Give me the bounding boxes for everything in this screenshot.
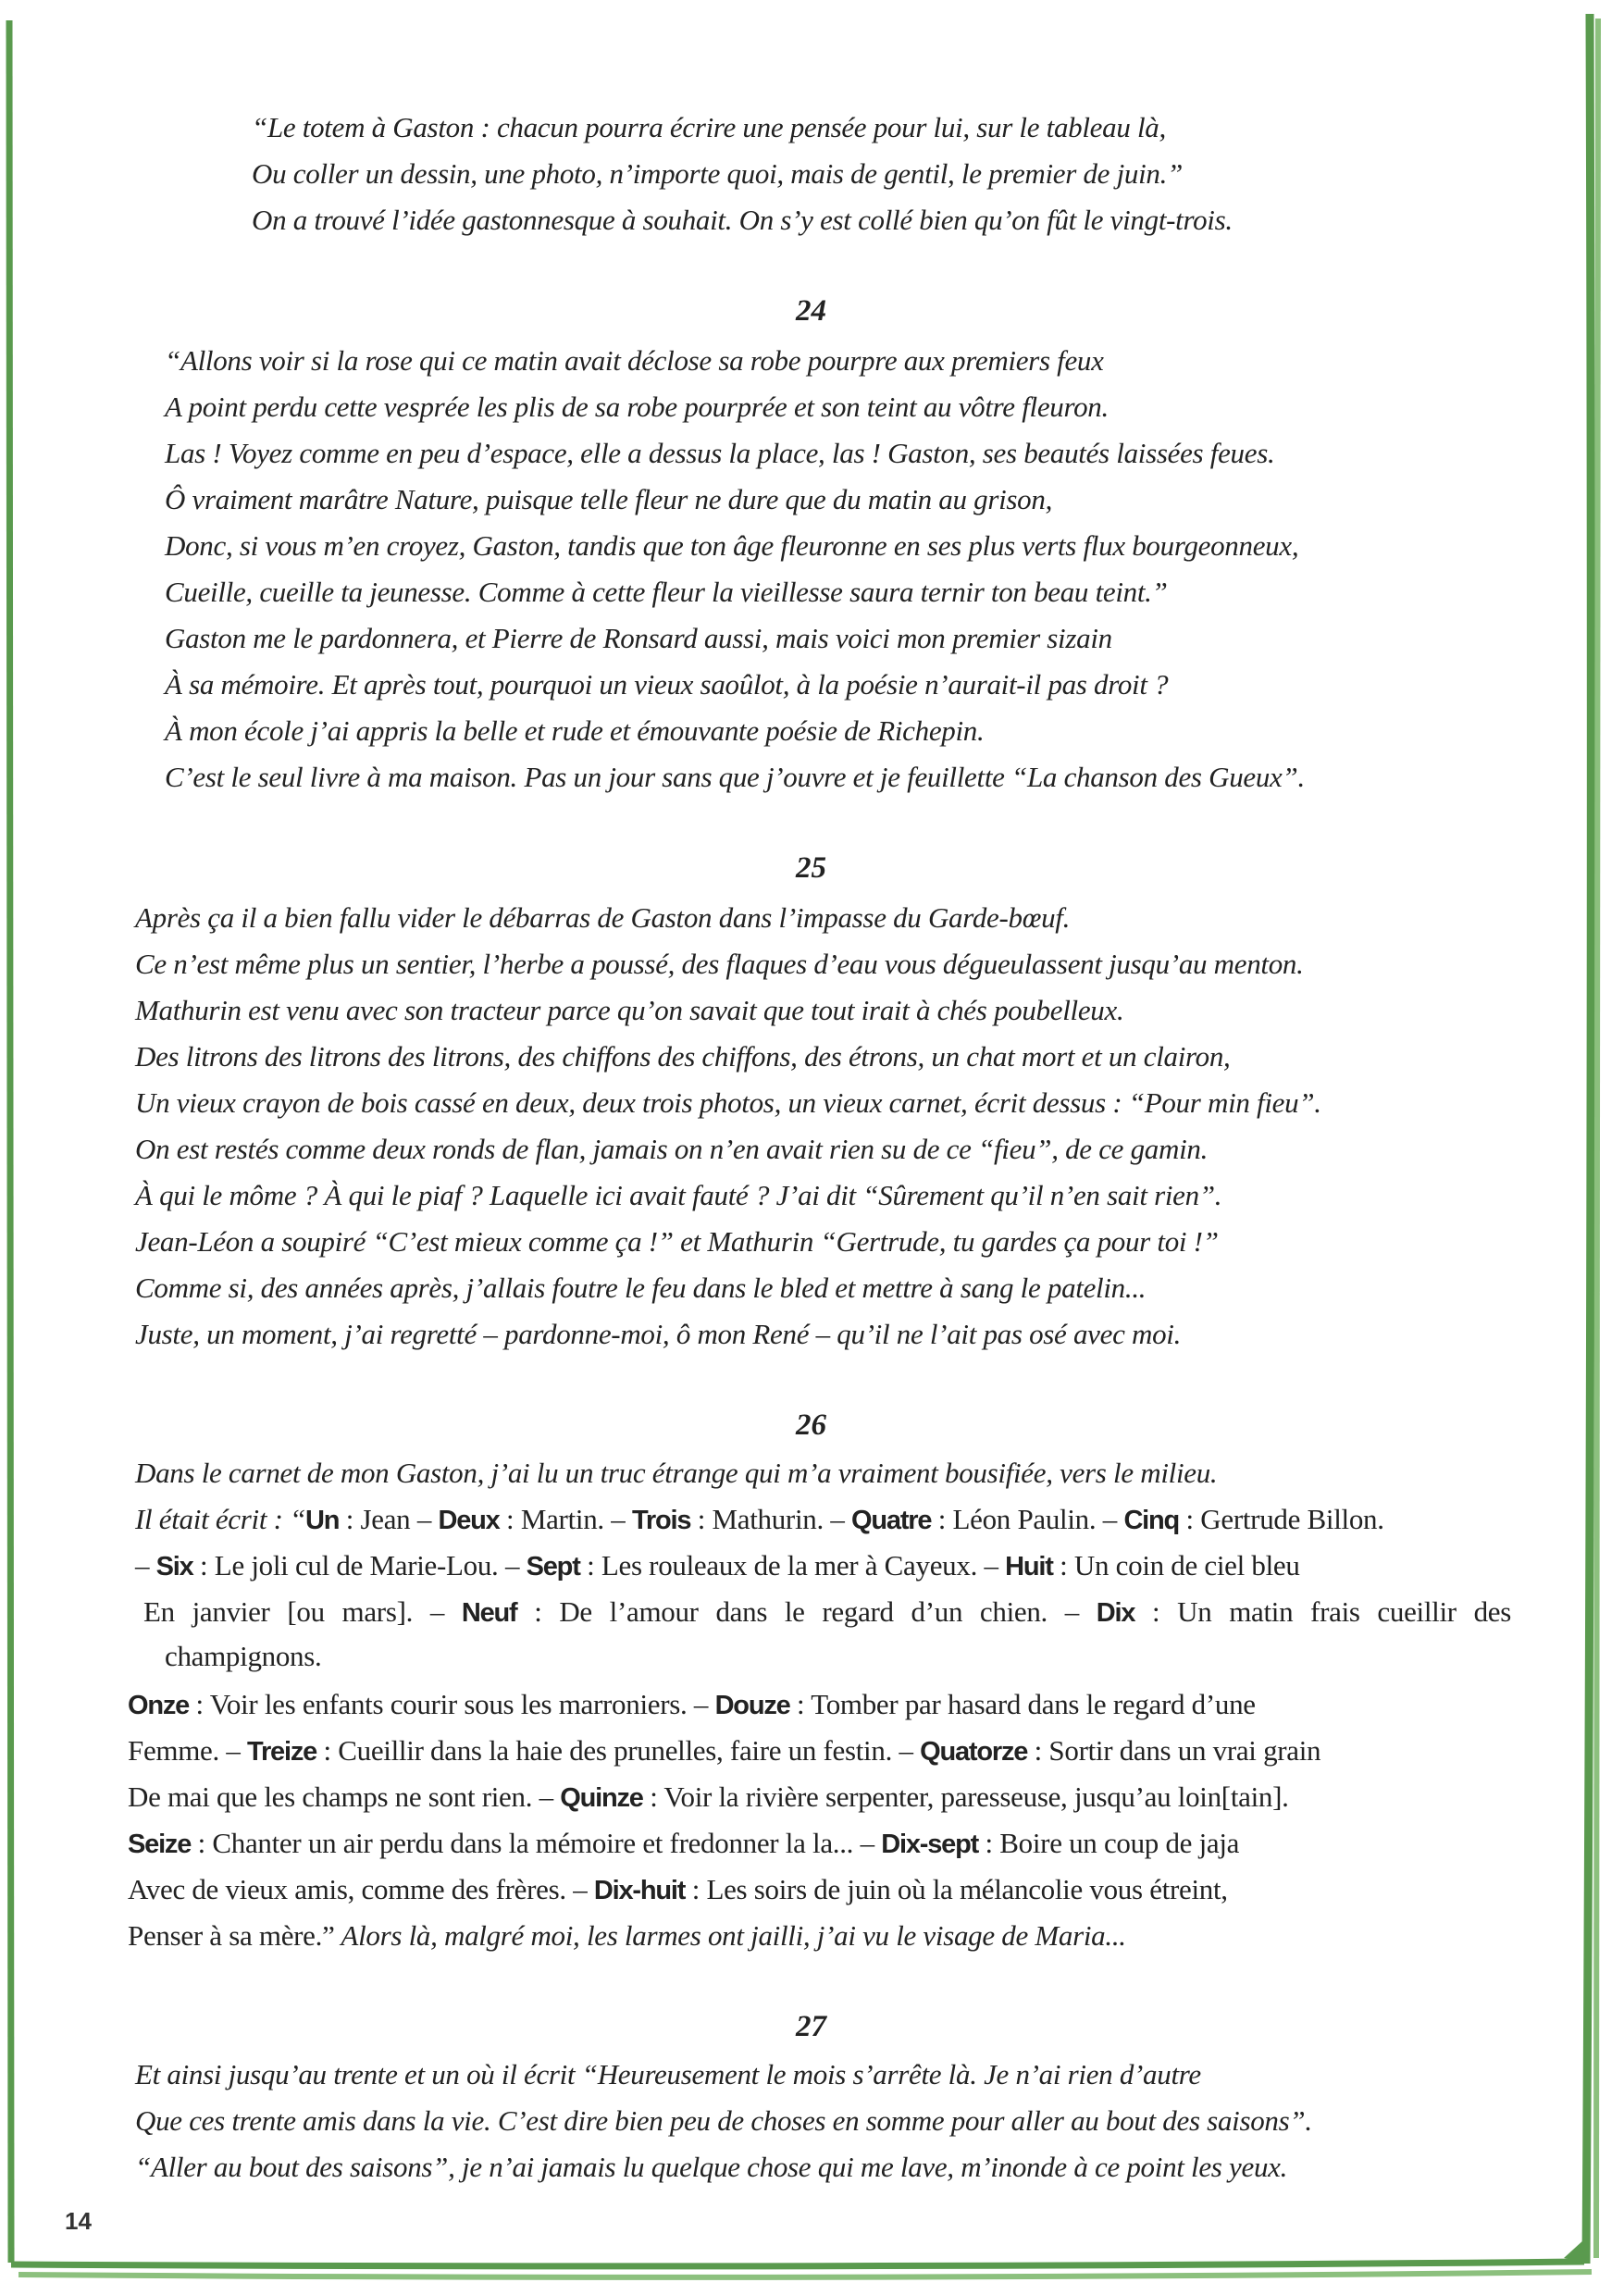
- text-line: Ou coller un dessin, une photo, n’importe quoi, mais de gentil, le premier de juin.”: [252, 157, 1184, 190]
- item-label: Onze: [128, 1691, 190, 1720]
- item-text: De mai que les champs ne sont rien. –: [128, 1780, 561, 1813]
- item-label: Un: [305, 1506, 340, 1535]
- text-line: Un vieux crayon de bois cassé en deux, deux trois photos, un vieux carnet, écrit dessus : “Pour min fieu”.: [135, 1086, 1321, 1119]
- text-line: Cueille, cueille ta jeunesse. Comme à cette fleur la vieillesse saura ternir ton beau teint.”: [165, 576, 1168, 608]
- text-line: À qui le môme ? À qui le piaf ? Laquelle ici avait fauté ? J’ai dit “Sûrement qu’il n’en sait rien”.: [135, 1179, 1222, 1211]
- text-line: “Aller au bout des saisons”, je n’ai jamais lu quelque chose qui me lave, m’inonde à ce point les yeux.: [135, 2151, 1288, 2183]
- item-text: : Voir la rivière serpenter, paresseuse, jusqu’au loin[tain].: [642, 1780, 1289, 1813]
- item-text: : Le joli cul de Marie-Lou. –: [192, 1549, 527, 1582]
- item-text: : Sortir dans un vrai grain: [1027, 1734, 1321, 1767]
- text-line: Donc, si vous m’en croyez, Gaston, tandis que ton âge fleuronne en ses plus verts flux bourgeonneux,: [165, 529, 1299, 562]
- item-label: Trois: [631, 1506, 691, 1535]
- text-line: Mathurin est venu avec son tracteur parce qu’on savait que tout irait à chés poubelleux.: [135, 994, 1124, 1026]
- item-text: : Cueillir dans la haie des prunelles, faire un festin. –: [316, 1734, 921, 1767]
- item-text: : Un coin de ciel bleu: [1052, 1549, 1300, 1582]
- item-text: Alors là, malgré moi, les larmes ont jailli, j’ai vu le visage de Maria...: [334, 1919, 1126, 1952]
- text-line: Comme si, des années après, j’allais foutre le feu dans le bled et mettre à sang le patelin...: [135, 1272, 1147, 1304]
- item-text: : Chanter un air perdu dans la mémoire et fredonner la la... –: [191, 1827, 882, 1859]
- item-text: Femme. –: [128, 1734, 248, 1767]
- list-line: [143, 1594, 1511, 1631]
- text-line: À mon école j’ai appris la belle et rude et émouvante poésie de Richepin.: [165, 714, 985, 747]
- lead-text: Il était écrit : “: [135, 1503, 306, 1535]
- text-line: “Allons voir si la rose qui ce matin avait déclose sa robe pourpre aux premiers feux: [165, 344, 1104, 377]
- text-line: Jean-Léon a soupiré “C’est mieux comme ça !” et Mathurin “Gertrude, tu gardes ça pour toi !”: [135, 1225, 1219, 1258]
- text-line: C’est le seul livre à ma maison. Pas un jour sans que j’ouvre et je feuillette “La chanson des Gueux”.: [165, 761, 1305, 793]
- section-number-24: 24: [796, 294, 826, 328]
- text-line: Ce n’est même plus un sentier, l’herbe a poussé, des flaques d’eau vous dégueulassent jusqu’au menton.: [135, 948, 1304, 980]
- item-label: Quinze: [560, 1783, 643, 1813]
- dash: –: [135, 1549, 156, 1582]
- section-number-26: 26: [796, 1408, 826, 1442]
- text-line: Ô vraiment marâtre Nature, puisque telle fleur ne dure que du matin au grison,: [165, 483, 1053, 515]
- item-text: En janvier [ou mars]. –: [143, 1595, 462, 1628]
- list-line: [128, 1917, 1126, 1954]
- item-text: : Boire un coup de jaja: [978, 1827, 1240, 1859]
- list-line: [128, 1732, 1320, 1770]
- item-text: : Mathurin. –: [690, 1503, 852, 1535]
- item-text: : Léon Paulin. –: [931, 1503, 1124, 1535]
- item-label: Dix-sept: [881, 1830, 979, 1859]
- list-line: [128, 1779, 1289, 1817]
- item-text: : Martin. –: [499, 1503, 632, 1535]
- item-text: : De l’amour dans le regard d’un chien. –: [516, 1595, 1097, 1628]
- text-line: Après ça il a bien fallu vider le débarras de Gaston dans l’impasse du Garde-bœuf.: [135, 901, 1071, 934]
- item-label: Cinq: [1123, 1506, 1180, 1535]
- item-text: : Tomber par hasard dans le regard d’une: [789, 1688, 1256, 1720]
- text-line: Et ainsi jusqu’au trente et un où il écrit “Heureusement le mois s’arrête là. Je n’ai rien d’autre: [135, 2058, 1201, 2090]
- item-text: : Un matin frais cueillir des: [1134, 1595, 1512, 1628]
- text-line: Gaston me le pardonnera, et Pierre de Ronsard aussi, mais voici mon premier sizain: [165, 622, 1112, 654]
- item-label: Deux: [438, 1506, 500, 1535]
- text-line: À sa mémoire. Et après tout, pourquoi un vieux saoûlot, à la poésie n’aurait-il pas droit ?: [165, 668, 1169, 701]
- list-line: [128, 1686, 1256, 1724]
- text-line: On a trouvé l’idée gastonnesque à souhait. On s’y est collé bien qu’on fût le vingt-trois.: [252, 204, 1233, 236]
- item-text: Avec de vieux amis, comme des frères. –: [128, 1873, 594, 1905]
- item-label: Quatorze: [920, 1737, 1028, 1767]
- item-text: Penser à sa mère.”: [128, 1919, 335, 1952]
- text-line: A point perdu cette vesprée les plis de sa robe pourprée et son teint au vôtre fleuron.: [165, 391, 1109, 423]
- text-line: Que ces trente amis dans la vie. C’est dire bien peu de choses en somme pour aller au bout des saisons”.: [135, 2104, 1312, 2137]
- item-text: : Jean –: [339, 1503, 439, 1535]
- text-line: “Le totem à Gaston : chacun pourra écrire une pensée pour lui, sur le tableau là,: [252, 111, 1166, 143]
- item-text: : Gertrude Billon.: [1179, 1503, 1384, 1535]
- item-text: : Les soirs de juin où la mélancolie vous étreint,: [685, 1873, 1228, 1905]
- section-number-25: 25: [796, 851, 826, 885]
- text-line: Des litrons des litrons des litrons, des chiffons des chiffons, des étrons, un chat mort et un clairon,: [135, 1040, 1231, 1073]
- list-line: [135, 1501, 1384, 1539]
- item-label: Quatre: [851, 1506, 932, 1535]
- item-label: Treize: [247, 1737, 317, 1767]
- item-label: Dix: [1096, 1598, 1135, 1628]
- list-line: champignons.: [165, 1640, 322, 1672]
- list-line: [128, 1825, 1239, 1863]
- list-line: [135, 1547, 1300, 1585]
- item-label: Dix-huit: [593, 1876, 686, 1905]
- item-label: Neuf: [461, 1598, 517, 1628]
- item-label: Huit: [1005, 1552, 1053, 1582]
- item-label: Sept: [526, 1552, 580, 1582]
- page-number: 14: [65, 2207, 92, 2235]
- section-number-27: 27: [796, 2010, 826, 2043]
- text-line: On est restés comme deux ronds de flan, jamais on n’en avait rien su de ce “fieu”, de ce gamin.: [135, 1133, 1209, 1165]
- text-line: Juste, un moment, j’ai regretté – pardonne-moi, ô mon René – qu’il ne l’ait pas osé avec moi.: [135, 1318, 1182, 1350]
- text-line: Dans le carnet de mon Gaston, j’ai lu un truc étrange qui m’a vraiment bousifiée, vers le milieu.: [135, 1457, 1218, 1489]
- item-label: Six: [155, 1552, 193, 1582]
- item-text: : Les rouleaux de la mer à Cayeux. –: [579, 1549, 1006, 1582]
- item-text: : Voir les enfants courir sous les marroniers. –: [189, 1688, 715, 1720]
- text-line: Las ! Voyez comme en peu d’espace, elle a dessus la place, las ! Gaston, ses beautés laissées feues.: [165, 437, 1275, 469]
- item-label: Seize: [128, 1830, 192, 1859]
- list-line: [128, 1871, 1228, 1909]
- item-label: Douze: [714, 1691, 790, 1720]
